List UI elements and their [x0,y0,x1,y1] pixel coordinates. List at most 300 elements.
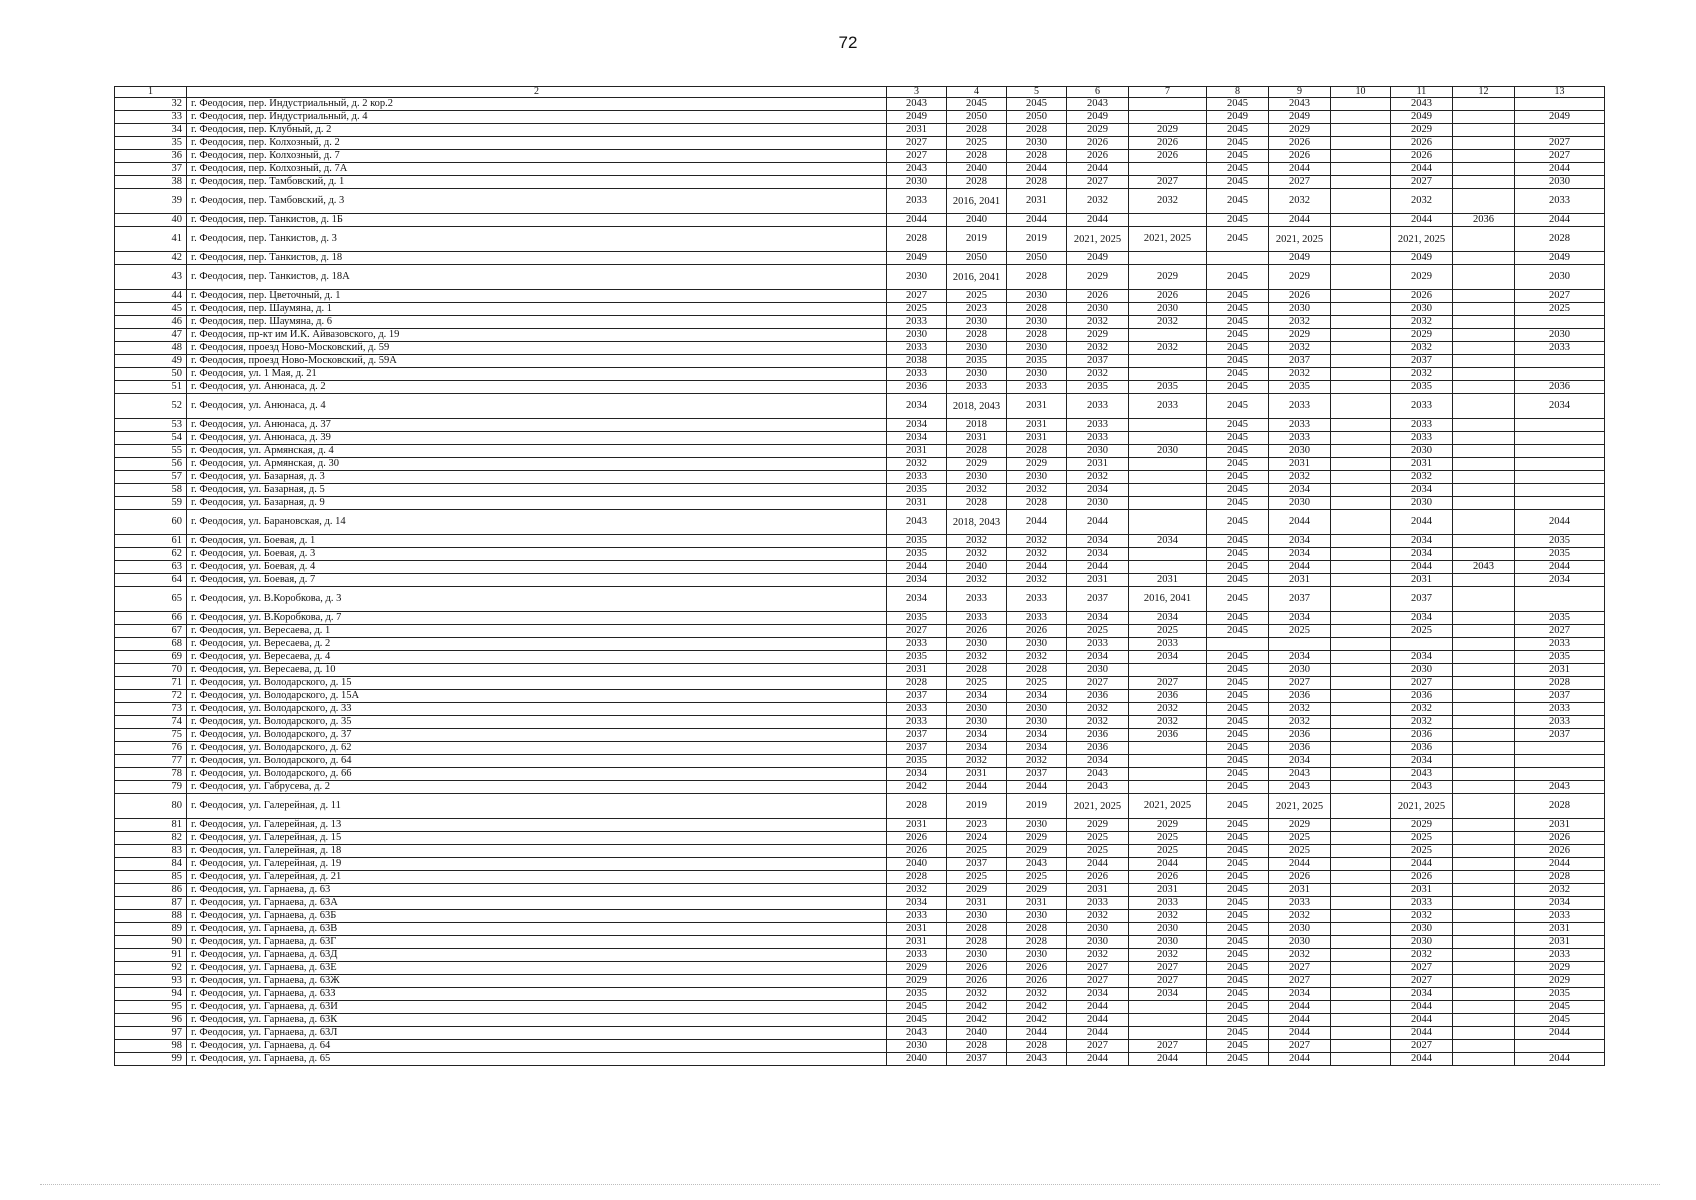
year-cell: 2031 [947,432,1007,445]
year-cell: 2034 [887,768,947,781]
year-cell: 2031 [887,497,947,510]
year-cell: 2045 [1207,163,1269,176]
year-cell: 2045 [1207,548,1269,561]
address-cell: г. Феодосия, ул. Галерейная, д. 13 [187,819,887,832]
year-cell: 2035 [1067,381,1129,394]
year-cell: 2030 [1067,664,1129,677]
year-cell: 2025 [1129,832,1207,845]
year-cell: 2032 [1391,949,1453,962]
table-row [115,858,1605,871]
year-cell: 2025 [947,137,1007,150]
year-cell: 2032 [1515,884,1605,897]
year-cell: 2027 [1515,625,1605,638]
year-cell: 2033 [1067,432,1129,445]
year-cell [1453,716,1515,729]
row-number-cell: 43 [115,265,187,290]
year-cell: 2028 [1007,329,1067,342]
year-cell: 2037 [1269,355,1331,368]
address-cell: г. Феодосия, ул. Армянская, д. 4 [187,445,887,458]
year-cell: 2036 [1453,214,1515,227]
year-cell: 2028 [1007,923,1067,936]
year-cell [1453,781,1515,794]
year-cell: 2034 [1269,651,1331,664]
year-cell: 2026 [1129,150,1207,163]
year-cell: 2045 [1207,664,1269,677]
year-cell: 2045 [1207,124,1269,137]
year-cell: 2026 [1129,290,1207,303]
address-cell: г. Феодосия, ул. В.Коробкова, д. 7 [187,612,887,625]
year-cell: 2030 [947,368,1007,381]
year-cell: 2034 [1391,755,1453,768]
year-cell: 2035 [1269,381,1331,394]
year-cell: 2030 [947,471,1007,484]
year-cell: 2033 [1515,703,1605,716]
year-cell: 2032 [1391,716,1453,729]
year-cell: 2032 [1269,949,1331,962]
year-cell: 2045 [887,1001,947,1014]
year-cell: 2044 [1515,858,1605,871]
year-cell: 2029 [887,975,947,988]
row-number-cell: 48 [115,342,187,355]
year-cell: 2029 [1269,329,1331,342]
table-row [115,432,1605,445]
year-cell: 2045 [1207,781,1269,794]
year-cell: 2030 [1391,936,1453,949]
address-cell: г. Феодосия, ул. Гарнаева, д. 63Б [187,910,887,923]
year-cell: 2034 [947,690,1007,703]
year-cell: 2025 [1515,303,1605,316]
year-cell [1515,755,1605,768]
row-number-cell: 80 [115,794,187,819]
year-cell: 2028 [1007,1040,1067,1053]
year-cell [1331,988,1391,1001]
year-cell [1129,755,1207,768]
year-cell: 2033 [1129,638,1207,651]
year-cell: 2025 [947,290,1007,303]
table-row [115,755,1605,768]
year-cell [1331,794,1391,819]
year-cell: 2026 [1269,150,1331,163]
year-cell: 2033 [1515,638,1605,651]
year-cell [1453,484,1515,497]
year-cell: 2030 [1515,265,1605,290]
year-cell: 2031 [1269,884,1331,897]
year-cell: 2025 [1391,845,1453,858]
year-cell: 2028 [1007,265,1067,290]
year-cell [1331,329,1391,342]
year-cell: 2016, 2041 [947,189,1007,214]
year-cell: 2025 [1269,625,1331,638]
year-cell: 2034 [1269,484,1331,497]
row-number-cell: 93 [115,975,187,988]
year-cell [1129,163,1207,176]
year-cell: 2030 [1067,936,1129,949]
year-cell [1515,419,1605,432]
row-number-cell: 55 [115,445,187,458]
year-cell: 2016, 2041 [947,265,1007,290]
year-cell: 2029 [1391,265,1453,290]
year-cell: 2045 [1207,316,1269,329]
year-cell [1453,497,1515,510]
table-row [115,690,1605,703]
year-cell [1129,355,1207,368]
row-number-cell: 49 [115,355,187,368]
year-cell: 2044 [1391,214,1453,227]
year-cell: 2030 [1007,716,1067,729]
year-cell: 2031 [1269,574,1331,587]
year-cell: 2031 [1391,884,1453,897]
address-cell: г. Феодосия, пер. Колхозный, д. 7 [187,150,887,163]
year-cell: 2033 [1515,949,1605,962]
year-cell: 2044 [1269,163,1331,176]
year-cell: 2026 [1269,290,1331,303]
year-cell: 2035 [1515,651,1605,664]
row-number-cell: 81 [115,819,187,832]
year-cell: 2037 [1269,587,1331,612]
year-cell [1331,445,1391,458]
year-cell: 2033 [887,910,947,923]
row-number-cell: 74 [115,716,187,729]
year-cell: 2049 [1391,252,1453,265]
year-cell: 2026 [1067,871,1129,884]
year-cell: 2030 [887,265,947,290]
year-cell: 2027 [887,290,947,303]
year-cell [1331,303,1391,316]
year-cell: 2037 [887,742,947,755]
year-cell: 2044 [1007,163,1067,176]
year-cell [1331,290,1391,303]
table-row [115,150,1605,163]
year-cell [1331,638,1391,651]
year-cell [1453,342,1515,355]
year-cell: 2026 [1391,290,1453,303]
year-cell: 2028 [947,923,1007,936]
year-cell: 2034 [887,432,947,445]
year-cell: 2031 [1067,574,1129,587]
year-cell [1331,858,1391,871]
row-number-cell: 39 [115,189,187,214]
address-cell: г. Феодосия, ул. Володарского, д. 33 [187,703,887,716]
year-cell: 2028 [1515,677,1605,690]
column-header: 1 [115,87,187,98]
year-cell: 2031 [887,819,947,832]
year-cell: 2037 [1391,355,1453,368]
year-cell: 2030 [1007,290,1067,303]
year-cell: 2031 [1515,923,1605,936]
year-cell: 2032 [1129,703,1207,716]
year-cell: 2034 [1391,988,1453,1001]
year-cell: 2032 [1007,548,1067,561]
year-cell: 2027 [887,150,947,163]
table-row [115,163,1605,176]
column-header: 12 [1453,87,1515,98]
table-row [115,548,1605,561]
table-row [115,729,1605,742]
row-number-cell: 45 [115,303,187,316]
year-cell: 2035 [1515,548,1605,561]
year-cell [1129,548,1207,561]
year-cell: 2032 [1007,651,1067,664]
table-row [115,471,1605,484]
year-cell [1453,845,1515,858]
row-number-cell: 37 [115,163,187,176]
year-cell: 2031 [1067,884,1129,897]
year-cell [1331,535,1391,548]
year-cell: 2044 [1129,858,1207,871]
year-cell [1331,137,1391,150]
table-row [115,394,1605,419]
year-cell: 2033 [887,949,947,962]
year-cell [1331,781,1391,794]
year-cell: 2025 [1007,871,1067,884]
year-cell: 2021, 2025 [1129,794,1207,819]
year-cell: 2045 [1207,137,1269,150]
year-cell: 2027 [1129,176,1207,189]
year-cell: 2032 [947,755,1007,768]
year-cell: 2031 [1129,884,1207,897]
row-number-cell: 88 [115,910,187,923]
year-cell: 2040 [887,858,947,871]
year-cell: 2045 [1207,1053,1269,1066]
year-cell: 2032 [947,651,1007,664]
year-cell: 2029 [1067,819,1129,832]
year-cell: 2026 [1007,962,1067,975]
year-cell: 2049 [887,252,947,265]
year-cell: 2037 [1067,355,1129,368]
year-cell [1331,1053,1391,1066]
year-cell: 2034 [1067,548,1129,561]
year-cell: 2036 [1129,729,1207,742]
year-cell [1331,768,1391,781]
year-cell [1453,664,1515,677]
year-cell: 2030 [1129,936,1207,949]
year-cell: 2044 [1129,1053,1207,1066]
year-cell: 2031 [887,923,947,936]
table-row [115,252,1605,265]
row-number-cell: 34 [115,124,187,137]
year-cell: 2025 [1391,832,1453,845]
year-cell: 2034 [947,742,1007,755]
address-cell: г. Феодосия, пер. Танкистов, д. 1Б [187,214,887,227]
year-cell [1331,975,1391,988]
year-cell [1331,923,1391,936]
row-number-cell: 82 [115,832,187,845]
year-cell: 2045 [1207,342,1269,355]
year-cell [1453,1001,1515,1014]
year-cell: 2034 [1269,535,1331,548]
year-cell: 2043 [1269,781,1331,794]
year-cell: 2045 [1207,98,1269,111]
year-cell: 2029 [1007,845,1067,858]
address-cell: г. Феодосия, ул. Анюнаса, д. 39 [187,432,887,445]
year-cell: 2027 [1391,975,1453,988]
year-cell: 2031 [947,897,1007,910]
year-cell: 2045 [1207,949,1269,962]
year-cell: 2030 [947,910,1007,923]
year-cell: 2026 [887,832,947,845]
year-cell: 2032 [1391,368,1453,381]
year-cell: 2032 [947,988,1007,1001]
year-cell [1453,794,1515,819]
year-cell: 2029 [1129,819,1207,832]
address-cell: г. Феодосия, пр-кт им И.К. Айвазовского, д. 19 [187,329,887,342]
year-cell: 2027 [1391,1040,1453,1053]
year-cell: 2034 [1067,755,1129,768]
table-row [115,742,1605,755]
year-cell: 2044 [1067,1053,1129,1066]
address-cell: г. Феодосия, ул. Галерейная, д. 15 [187,832,887,845]
year-cell: 2045 [1207,923,1269,936]
year-cell: 2033 [887,638,947,651]
year-cell: 2040 [887,1053,947,1066]
year-cell [1515,484,1605,497]
year-cell: 2021, 2025 [1391,794,1453,819]
year-cell: 2042 [1007,1001,1067,1014]
year-cell: 2035 [887,651,947,664]
year-cell [1453,227,1515,252]
year-cell [1453,458,1515,471]
row-number-cell: 32 [115,98,187,111]
year-cell: 2027 [1269,176,1331,189]
year-cell: 2044 [1515,561,1605,574]
year-cell [1453,124,1515,137]
table-row [115,458,1605,471]
year-cell: 2018 [947,419,1007,432]
table-row [115,368,1605,381]
year-cell: 2025 [887,303,947,316]
year-cell: 2030 [1007,342,1067,355]
year-cell: 2045 [1207,910,1269,923]
year-cell: 2034 [887,419,947,432]
year-cell: 2036 [1269,742,1331,755]
row-number-cell: 41 [115,227,187,252]
year-cell: 2028 [1007,497,1067,510]
row-number-cell: 83 [115,845,187,858]
year-cell: 2032 [947,574,1007,587]
table-row [115,910,1605,923]
year-cell: 2028 [887,794,947,819]
table-row [115,214,1605,227]
row-number-cell: 47 [115,329,187,342]
year-cell: 2044 [1067,214,1129,227]
year-cell [1453,419,1515,432]
year-cell: 2030 [947,703,1007,716]
year-cell: 2018, 2043 [947,394,1007,419]
year-cell: 2025 [1269,832,1331,845]
table-row [115,303,1605,316]
year-cell: 2029 [1007,832,1067,845]
year-cell: 2030 [1515,176,1605,189]
year-cell: 2044 [1067,163,1129,176]
year-cell: 2034 [1269,612,1331,625]
year-cell: 2044 [1269,510,1331,535]
year-cell: 2034 [1391,612,1453,625]
row-number-cell: 38 [115,176,187,189]
year-cell: 2033 [1391,394,1453,419]
year-cell: 2026 [1269,871,1331,884]
year-cell [1453,381,1515,394]
year-cell: 2029 [1129,124,1207,137]
year-cell: 2031 [1007,419,1067,432]
address-cell: г. Феодосия, ул. Боевая, д. 4 [187,561,887,574]
year-cell: 2049 [1515,111,1605,124]
year-cell: 2026 [1391,871,1453,884]
year-cell [1515,316,1605,329]
year-cell [1129,419,1207,432]
year-cell [1453,587,1515,612]
table-row [115,1001,1605,1014]
year-cell: 2034 [1391,548,1453,561]
address-cell: г. Феодосия, пер. Шаумяна, д. 1 [187,303,887,316]
year-cell: 2044 [1269,1053,1331,1066]
year-cell: 2033 [1269,394,1331,419]
row-number-cell: 97 [115,1027,187,1040]
year-cell: 2043 [1269,98,1331,111]
year-cell: 2032 [1129,342,1207,355]
year-cell [1129,742,1207,755]
year-cell: 2035 [1515,988,1605,1001]
year-cell: 2033 [1391,419,1453,432]
address-cell: г. Феодосия, ул. В.Коробкова, д. 3 [187,587,887,612]
year-cell: 2033 [1515,910,1605,923]
year-cell: 2033 [1007,381,1067,394]
address-cell: г. Феодосия, ул. Анюнаса, д. 4 [187,394,887,419]
year-cell: 2034 [1515,574,1605,587]
year-cell: 2035 [1515,612,1605,625]
year-cell: 2031 [887,664,947,677]
year-cell: 2027 [1515,290,1605,303]
year-cell: 2025 [1067,625,1129,638]
table-row [115,1014,1605,1027]
year-cell: 2027 [1067,677,1129,690]
year-cell [1453,445,1515,458]
year-cell [1331,664,1391,677]
year-cell [1515,742,1605,755]
year-cell: 2026 [1007,975,1067,988]
year-cell [1453,819,1515,832]
year-cell: 2032 [1067,910,1129,923]
year-cell [1453,303,1515,316]
year-cell: 2044 [1067,561,1129,574]
year-cell: 2045 [1207,1027,1269,1040]
row-number-cell: 94 [115,988,187,1001]
year-cell: 2033 [887,716,947,729]
year-cell: 2044 [1391,510,1453,535]
year-cell: 2050 [947,111,1007,124]
year-cell: 2044 [1391,1053,1453,1066]
row-number-cell: 66 [115,612,187,625]
year-cell: 2030 [947,949,1007,962]
year-cell: 2045 [1207,1040,1269,1053]
year-cell: 2033 [1391,897,1453,910]
year-cell: 2044 [1067,1027,1129,1040]
year-cell: 2026 [887,845,947,858]
year-cell: 2044 [1269,561,1331,574]
address-cell: г. Феодосия, ул. Гарнаева, д. 63З [187,988,887,1001]
row-number-cell: 86 [115,884,187,897]
year-cell: 2027 [887,137,947,150]
year-cell: 2025 [947,845,1007,858]
year-cell: 2044 [1391,163,1453,176]
year-cell [1331,612,1391,625]
year-cell: 2021, 2025 [1269,794,1331,819]
year-cell: 2036 [1515,381,1605,394]
year-cell [1453,884,1515,897]
year-cell: 2040 [947,163,1007,176]
year-cell: 2045 [1207,227,1269,252]
year-cell: 2027 [1129,1040,1207,1053]
year-cell: 2036 [1067,742,1129,755]
